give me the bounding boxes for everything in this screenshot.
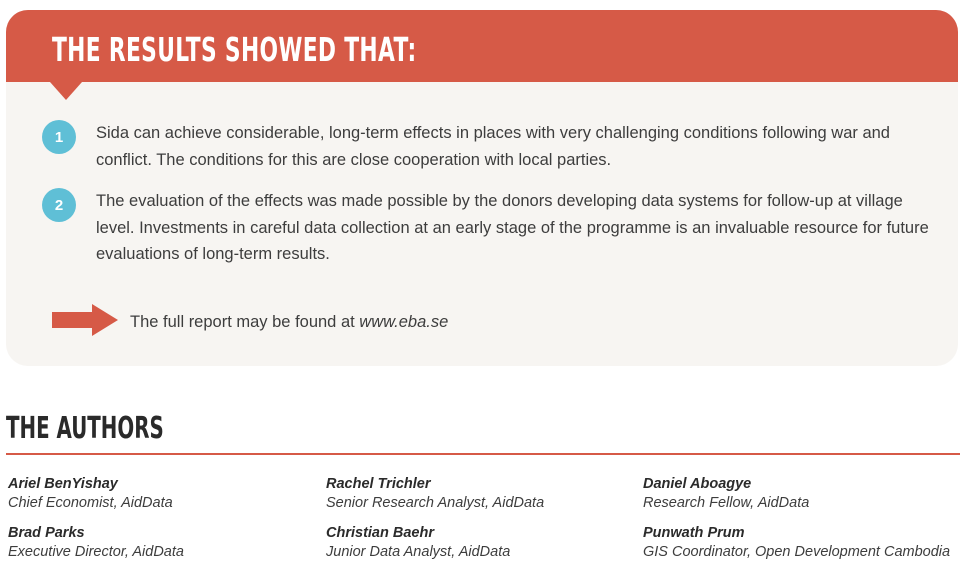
authors-divider xyxy=(6,453,960,455)
report-note xyxy=(130,310,448,334)
author-entry xyxy=(643,475,963,513)
author-role: GIS Coordinator, Open Development Cambodia xyxy=(643,544,951,560)
report-link[interactable]: www.eba.se xyxy=(359,313,449,331)
finding-number-badge: 1 xyxy=(42,120,76,154)
report-prefix: The full report may be found at xyxy=(130,313,360,331)
authors-title: THE AUTHORS xyxy=(6,411,164,446)
finding-number-badge: 2 xyxy=(42,188,76,222)
header-notch xyxy=(50,82,82,100)
author-name: Rachel Trichler xyxy=(326,476,431,492)
finding-text: The evaluation of the effects was made possible by the donors developing data systems for follow-up at village level. Investments in careful data collection at an early stage of the programme is an invaluable resource for future evaluations of long-term results. xyxy=(96,192,929,263)
author-role: Executive Director, AidData xyxy=(8,544,184,560)
author-role: Chief Economist, AidData xyxy=(8,495,173,511)
author-entry xyxy=(326,475,646,513)
results-title: THE RESULTS SHOWED THAT: xyxy=(52,30,417,69)
author-name: Ariel BenYishay xyxy=(8,476,118,492)
author-entry xyxy=(643,524,963,562)
author-name: Brad Parks xyxy=(8,525,85,541)
results-header-bar xyxy=(6,10,958,82)
author-role: Research Fellow, AidData xyxy=(643,495,810,511)
author-name: Punwath Prum xyxy=(643,525,745,541)
author-role: Senior Research Analyst, AidData xyxy=(326,495,545,511)
author-name: Daniel Aboagye xyxy=(643,476,752,492)
author-name: Christian Baehr xyxy=(326,525,434,541)
finding-text: Sida can achieve considerable, long-term effects in places with very challenging conditions following war and conflict. The conditions for this are close cooperation with local parties. xyxy=(96,124,890,169)
results-box xyxy=(6,10,958,366)
author-entry xyxy=(8,524,328,562)
arrow-right-icon xyxy=(52,304,118,336)
author-role: Junior Data Analyst, AidData xyxy=(326,544,511,560)
author-entry xyxy=(8,475,328,513)
author-entry xyxy=(326,524,646,562)
